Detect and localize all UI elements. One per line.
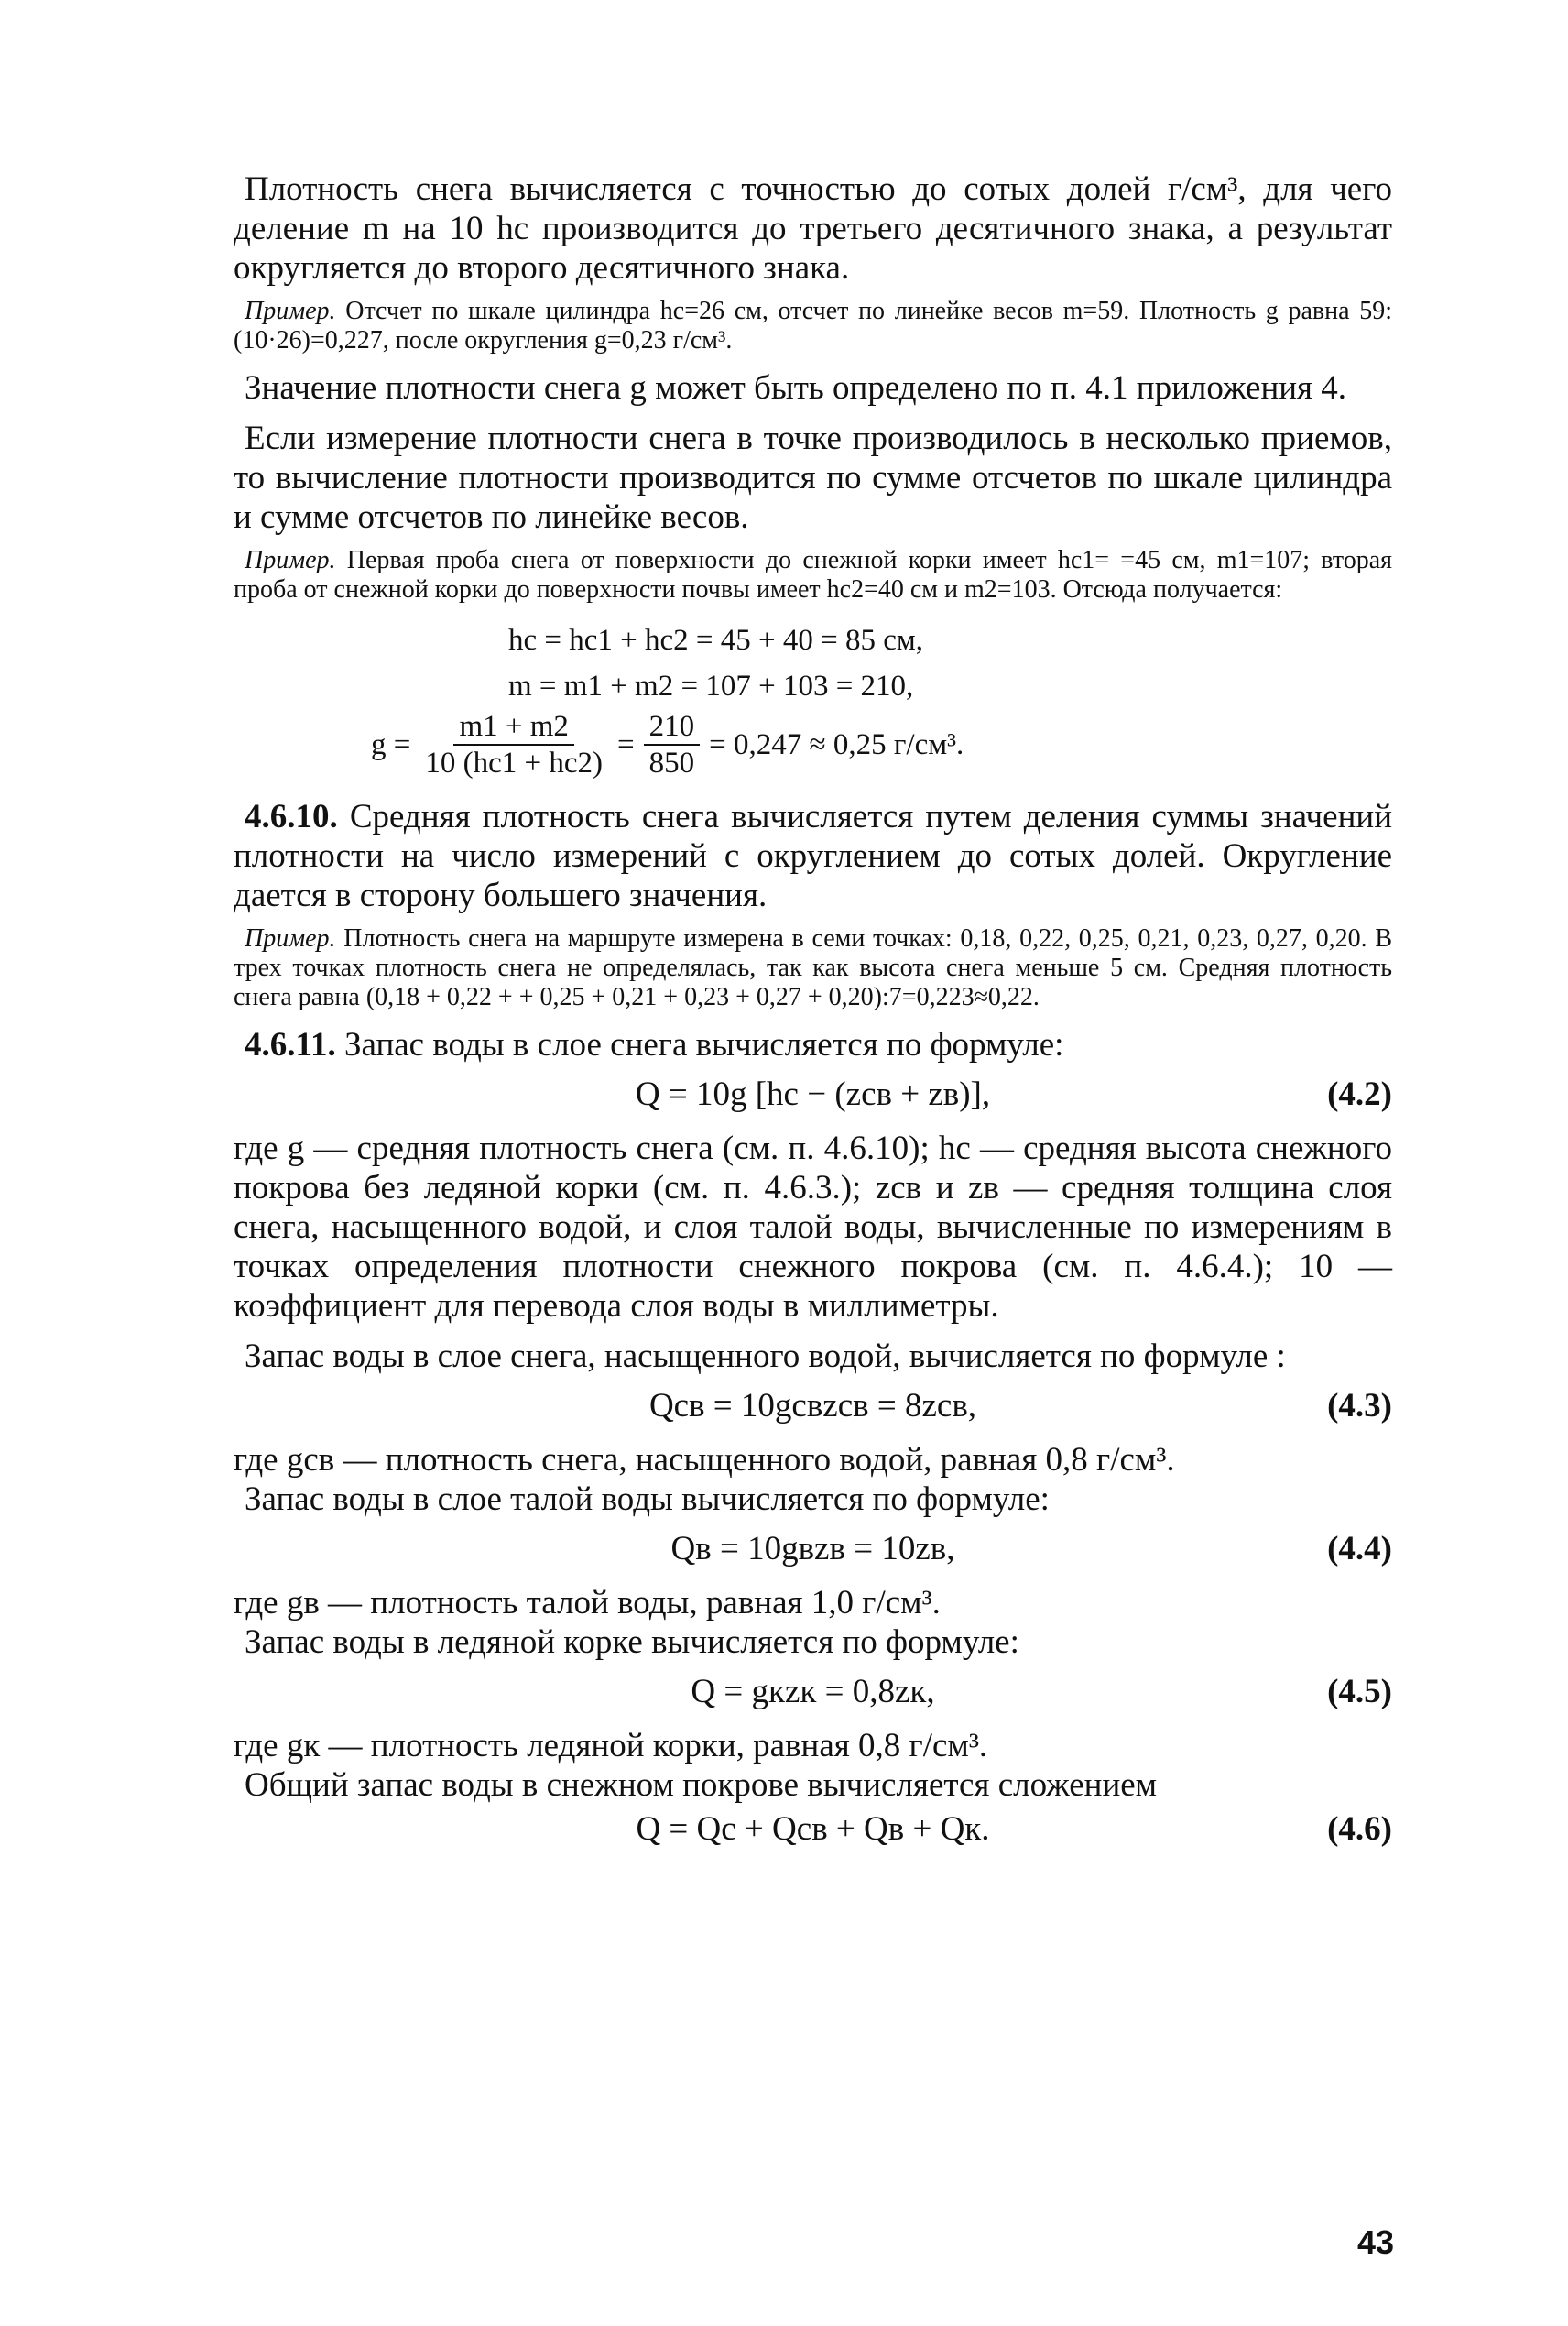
paragraph-meltwater: Запас воды в слое талой воды вычисляется по формуле:	[245, 1480, 1050, 1518]
equation-4-2	[234, 1074, 1392, 1116]
section-number: 4.6.10.	[245, 798, 338, 835]
example-3-text: Плотность снега на маршруте измерена в семи точках: 0,18, 0,22, 0,25, 0,21, 0,23, 0,27, 0,20. В трех точках плотность снега не определялась, так как высота снега меньше 5 см. Средняя плотность снега равна (0,18 + 0,22 + + 0,25 + 0,21 + 0,23 + 0,27 + 0,20):7=0,223≈0,22.	[234, 924, 1393, 1011]
equation-formula: Qсв = 10gсвzсв = 8zсв,	[648, 1387, 977, 1425]
paragraph-ice-crust: Запас воды в ледяной корке вычисляется по формуле:	[245, 1623, 1019, 1661]
equation-number: (4.3)	[1327, 1387, 1392, 1425]
paragraph-saturated-snow: Запас воды в слое снега, насыщенного водой, вычисляется по формуле :	[245, 1338, 1286, 1375]
paragraph-multiple-samples: Если измерение плотности снега в точке производилось в несколько приемов, то вычисление плотности производится по сумме отсчетов по шкале цилиндра и сумме отсчетов по линейке весов.	[234, 420, 1392, 536]
calc-line-height: hс = hс1 + hс2 = 45 + 40 = 85 см,	[508, 624, 924, 657]
calculation-block	[234, 617, 1392, 781]
example-1	[234, 297, 1392, 355]
fraction-denominator: 10 (hс1 + hс2)	[425, 747, 604, 780]
equation-formula: Q = 10g [hс − (zсв + zв)],	[635, 1076, 991, 1113]
paragraph-4-6-11	[234, 1025, 1392, 1065]
fraction-numerator: 210	[644, 709, 701, 746]
example-label: Пример.	[245, 924, 336, 953]
example-1-text: Отсчет по шкале цилиндра hс=26 см, отсчет по линейке весов m=59. Плотность g равна 59:(10·26)=0,227, после округления g=0,23 г/см³.	[234, 297, 1393, 355]
calc-equals: =	[617, 728, 635, 761]
equation-number: (4.4)	[1327, 1530, 1392, 1567]
paragraph-appendix-ref: Значение плотности снега g может быть определено по п. 4.1 приложения 4.	[245, 369, 1347, 407]
equation-4-5	[234, 1671, 1392, 1713]
paragraph-where-gsv: где gсв — плотность снега, насыщенного водой, равная 0,8 г/см³.	[234, 1441, 1175, 1479]
paragraph-4-6-10	[234, 797, 1392, 915]
example-label: Пример.	[245, 546, 336, 574]
section-number: 4.6.11.	[245, 1026, 336, 1064]
page-content	[234, 169, 1392, 1863]
example-label: Пример.	[245, 297, 336, 325]
paragraph-density-precision: Плотность снега вычисляется с точностью до сотых долей г/см³, для чего деление m на 10 hс производится до третьего десятичного знака, а результат округляется до второго десятичного знака.	[234, 170, 1392, 287]
paragraph-where-gk: где gк — плотность ледяной корки, равная 0,8 г/см³.	[234, 1727, 988, 1764]
calc-density-lhs: g =	[371, 728, 411, 761]
equation-formula: Q = gкzк = 0,8zк,	[691, 1673, 935, 1710]
paragraph-where-gv: где gв — плотность талой воды, равная 1,0 г/см³.	[234, 1584, 941, 1622]
equation-formula: Qв = 10gвzв = 10zв,	[670, 1530, 955, 1567]
calc-density-result: = 0,247 ≈ 0,25 г/см³.	[709, 728, 964, 761]
paragraph-where-definitions: где g — средняя плотность снега (см. п. 4.6.10); hс — средняя высота снежного покрова без ледяной корки (см. п. 4.6.3.); zсв и zв — средняя толщина слоя снега, насыщенного водой, и слоя талой воды, вычисленные по измерениям в точках определения плотности снежного покрова (см. п. 4.6.4.); 10 — коэффициент для перевода слоя воды в миллиметры.	[234, 1130, 1392, 1325]
equation-formula: Q = Qс + Qсв + Qв + Qк.	[636, 1810, 990, 1848]
equation-number: (4.6)	[1327, 1810, 1392, 1848]
calc-line-mass: m = m1 + m2 = 107 + 103 = 210,	[508, 670, 914, 703]
example-2-text: Первая проба снега от поверхности до снежной корки имеет hс1= =45 см, m1=107; вторая проба от снежной корки до поверхности почвы имеет hс2=40 см и m2=103. Отсюда получается:	[234, 546, 1392, 604]
example-3	[234, 924, 1392, 1012]
paragraph-4-6-10-text: Средняя плотность снега вычисляется путем деления суммы значений плотности на число измерений с округлением до сотых долей. Округление дается в сторону большего значения.	[234, 798, 1392, 914]
equation-4-4	[234, 1528, 1392, 1570]
fraction-numeric	[644, 709, 701, 781]
equation-number: (4.2)	[1327, 1076, 1392, 1113]
paragraph-total-water: Общий запас воды в снежном покрове вычисляется сложением	[245, 1766, 1158, 1804]
paragraph-4-6-11-text: Запас воды в слое снега вычисляется по формуле:	[343, 1026, 1064, 1064]
fraction-numerator: m1 + m2	[453, 709, 573, 746]
equation-4-6	[234, 1808, 1392, 1851]
page-number: 43	[1356, 2223, 1394, 2261]
equation-number: (4.5)	[1327, 1673, 1392, 1710]
calc-line-density	[234, 709, 1392, 781]
fraction-symbolic	[419, 709, 608, 781]
fraction-denominator: 850	[648, 747, 695, 780]
equation-4-3	[234, 1385, 1392, 1427]
example-2	[234, 546, 1392, 605]
